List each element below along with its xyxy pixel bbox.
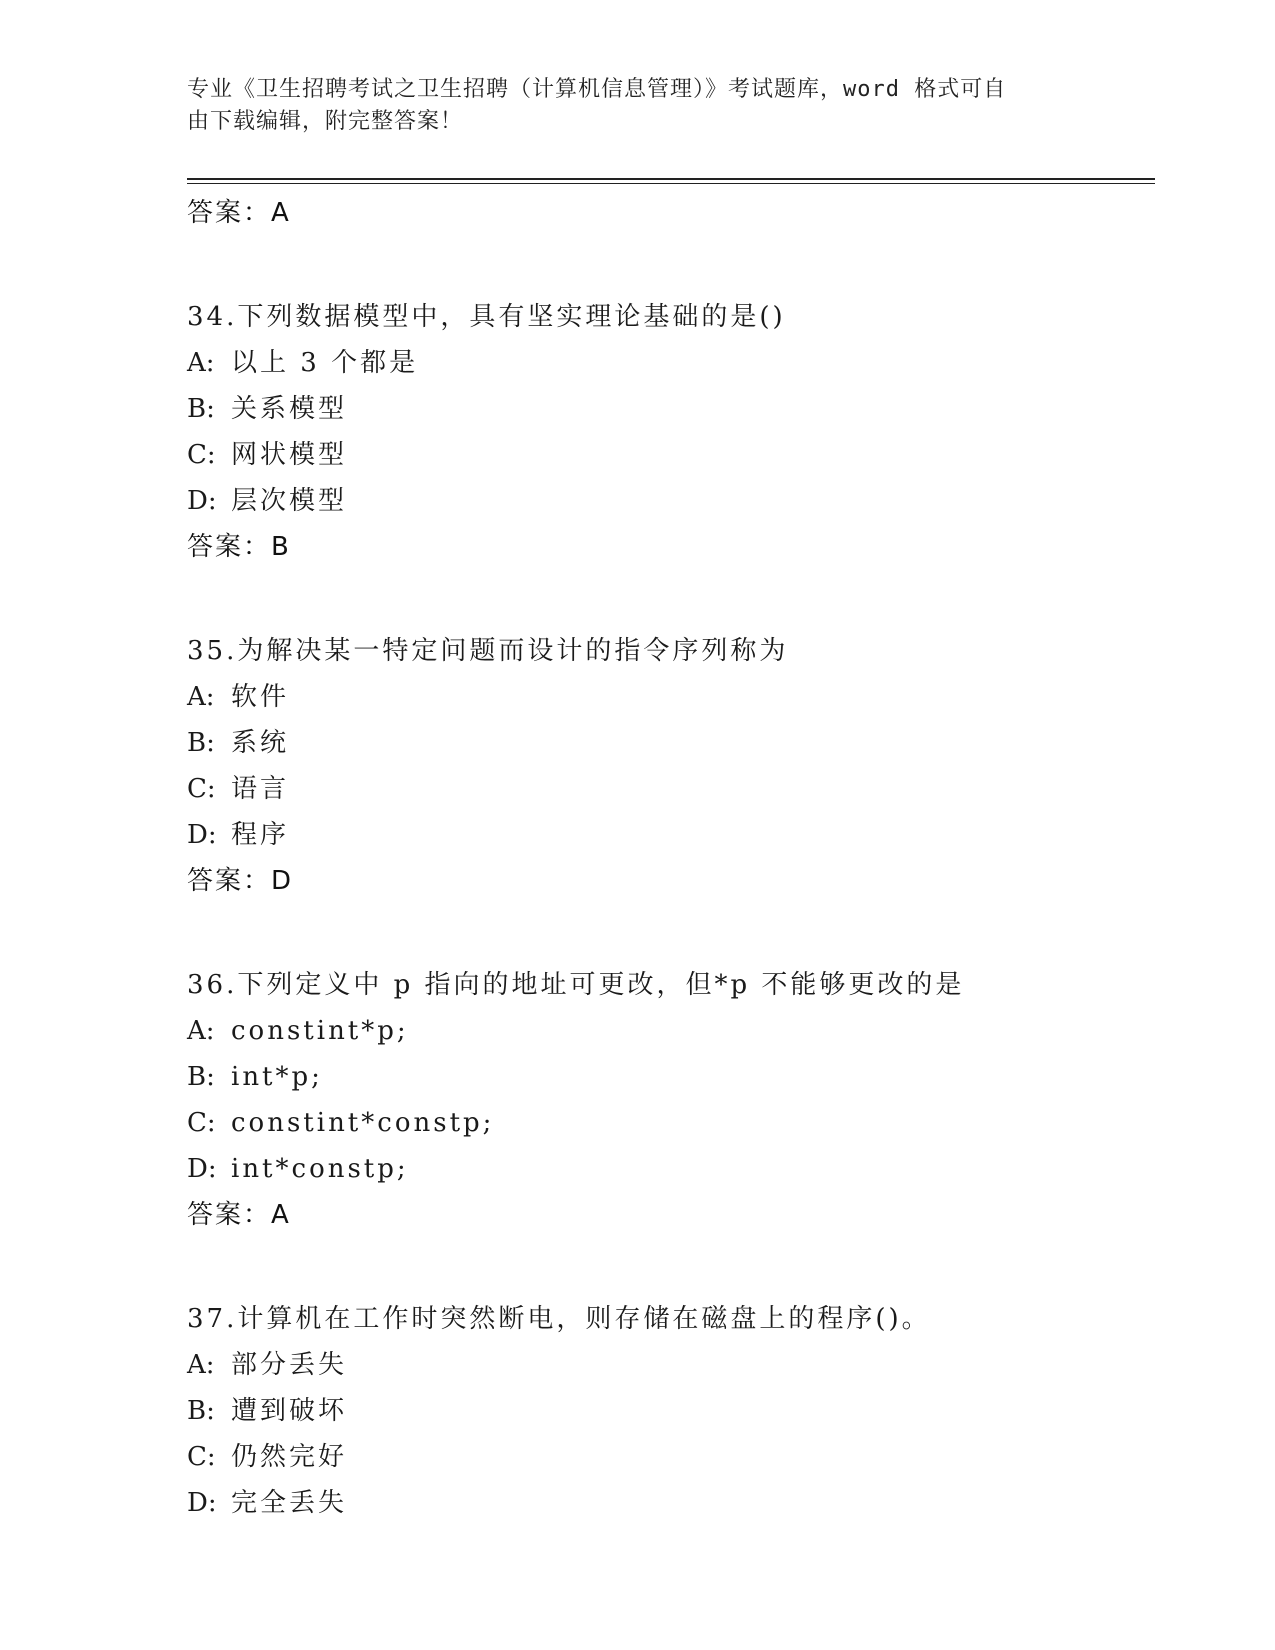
option-text: 完全丢失 (231, 1488, 348, 1518)
option-text: int*constp; (231, 1154, 409, 1184)
option-text: 以上 3 个都是 (231, 348, 419, 378)
option-letter: B: (187, 394, 215, 424)
option-letter: A: (187, 1350, 215, 1380)
header-divider-thick (187, 178, 1155, 180)
option-a (187, 674, 1155, 720)
option-a (187, 340, 1155, 386)
option-letter: D: (187, 820, 217, 850)
option-text: 关系模型 (231, 394, 348, 424)
option-b (187, 386, 1155, 432)
question-list (187, 190, 1155, 1526)
option-letter: B: (187, 1396, 215, 1426)
option-d (187, 1480, 1155, 1526)
question-36 (187, 962, 1155, 1238)
option-a (187, 1008, 1155, 1054)
option-letter: A: (187, 348, 215, 378)
option-d (187, 812, 1155, 858)
option-letter: B: (187, 728, 215, 758)
option-text: 系统 (231, 728, 290, 758)
option-b (187, 1054, 1155, 1100)
previous-answer: 答案：A (187, 198, 291, 228)
question-37 (187, 1296, 1155, 1526)
question-stem: 36.下列定义中 p 指向的地址可更改，但*p 不能够更改的是 (187, 970, 965, 1000)
option-letter: D: (187, 486, 217, 516)
option-text: 程序 (231, 820, 290, 850)
header-line-1: 专业《卫生招聘考试之卫生招聘（计算机信息管理）》考试题库，word 格式可自 (187, 77, 1007, 102)
question-stem: 35.为解决某一特定问题而设计的指令序列称为 (187, 636, 789, 666)
option-text: 软件 (231, 682, 290, 712)
option-text: 网状模型 (231, 440, 348, 470)
answer-label: 答案：B (187, 532, 291, 562)
option-c (187, 766, 1155, 812)
option-letter: C: (187, 774, 216, 804)
header-divider-thin (187, 183, 1155, 184)
option-a (187, 1342, 1155, 1388)
option-d (187, 1146, 1155, 1192)
option-text: 部分丢失 (231, 1350, 348, 1380)
option-text: 层次模型 (231, 486, 348, 516)
option-b (187, 1388, 1155, 1434)
option-letter: A: (187, 682, 215, 712)
option-text: 语言 (231, 774, 290, 804)
option-c (187, 1434, 1155, 1480)
document-header (187, 74, 1067, 138)
option-c (187, 432, 1155, 478)
option-text: 仍然完好 (231, 1442, 348, 1472)
option-d (187, 478, 1155, 524)
option-letter: B: (187, 1062, 215, 1092)
option-b (187, 720, 1155, 766)
question-stem: 34.下列数据模型中，具有坚实理论基础的是() (187, 302, 786, 332)
option-text: constint*p; (231, 1016, 409, 1046)
option-letter: C: (187, 440, 216, 470)
option-letter: A: (187, 1016, 215, 1046)
option-text: int*p; (231, 1062, 323, 1092)
question-35 (187, 628, 1155, 904)
option-letter: D: (187, 1488, 217, 1518)
header-line-2: 由下载编辑，附完整答案！ (187, 109, 464, 134)
question-34 (187, 294, 1155, 570)
option-letter: C: (187, 1442, 216, 1472)
option-letter: C: (187, 1108, 216, 1138)
answer-label: 答案：D (187, 866, 294, 896)
option-text: constint*constp; (231, 1108, 495, 1138)
option-text: 遭到破坏 (231, 1396, 348, 1426)
option-c (187, 1100, 1155, 1146)
answer-label: 答案：A (187, 1200, 291, 1230)
question-stem: 37.计算机在工作时突然断电，则存储在磁盘上的程序()。 (187, 1304, 931, 1334)
option-letter: D: (187, 1154, 217, 1184)
